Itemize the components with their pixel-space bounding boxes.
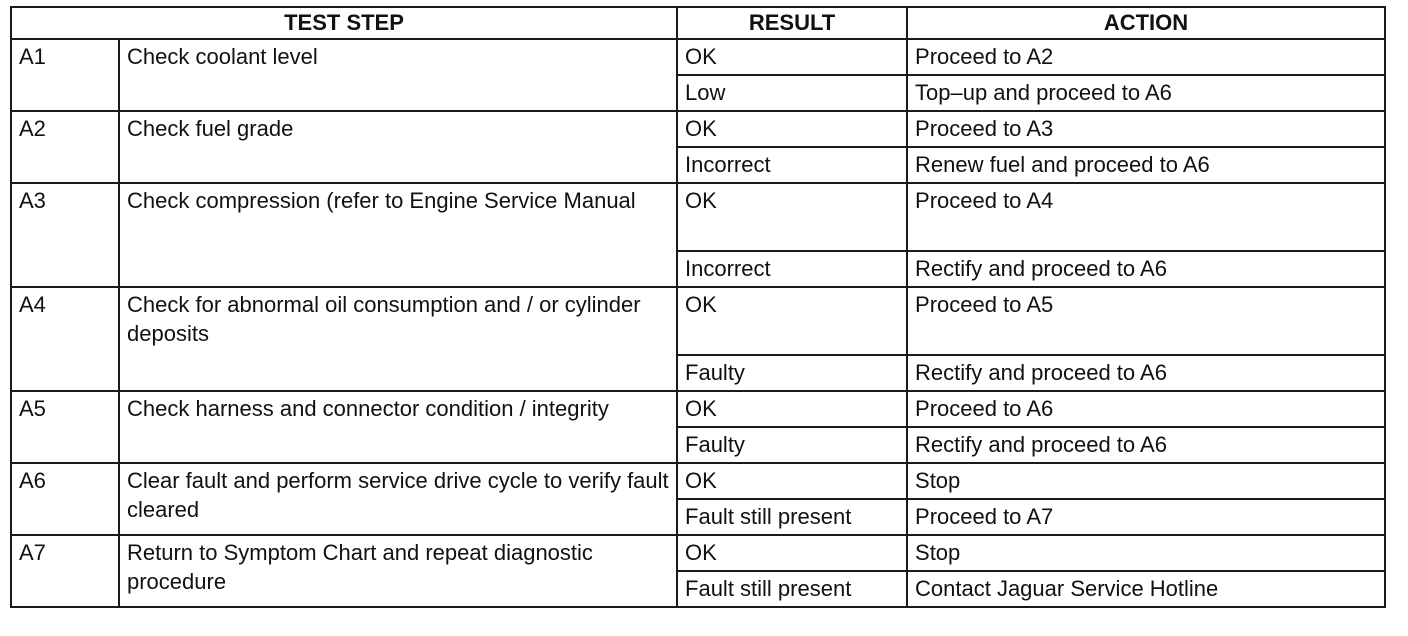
- table-row: [11, 463, 1385, 499]
- step-id: A5: [11, 391, 119, 463]
- step-id: A1: [11, 39, 119, 111]
- result-cell: OK: [677, 39, 907, 75]
- step-id: A6: [11, 463, 119, 535]
- result-cell: Incorrect: [677, 251, 907, 287]
- step-description: Check fuel grade: [119, 111, 677, 183]
- action-cell: Proceed to A3: [907, 111, 1385, 147]
- step-description: Check compression (refer to Engine Service Manual: [119, 183, 677, 287]
- header-test-step: TEST STEP: [11, 7, 677, 39]
- header-row: [11, 7, 1385, 39]
- step-description: Check harness and connector condition / integrity: [119, 391, 677, 463]
- table-row: [11, 111, 1385, 147]
- table-row: [11, 183, 1385, 251]
- diagnostic-table: [10, 6, 1386, 608]
- action-cell: Renew fuel and proceed to A6: [907, 147, 1385, 183]
- action-cell: Stop: [907, 535, 1385, 571]
- result-cell: OK: [677, 535, 907, 571]
- action-cell: Rectify and proceed to A6: [907, 427, 1385, 463]
- action-cell: Proceed to A2: [907, 39, 1385, 75]
- result-cell: Fault still present: [677, 571, 907, 607]
- action-cell: Rectify and proceed to A6: [907, 251, 1385, 287]
- table-row: [11, 287, 1385, 355]
- action-cell: Proceed to A5: [907, 287, 1385, 355]
- result-cell: Faulty: [677, 355, 907, 391]
- step-id: A4: [11, 287, 119, 391]
- action-cell: Top–up and proceed to A6: [907, 75, 1385, 111]
- step-id: A2: [11, 111, 119, 183]
- action-cell: Rectify and proceed to A6: [907, 355, 1385, 391]
- table-row: [11, 391, 1385, 427]
- action-cell: Proceed to A6: [907, 391, 1385, 427]
- header-action: ACTION: [907, 7, 1385, 39]
- step-id: A7: [11, 535, 119, 607]
- result-cell: Fault still present: [677, 499, 907, 535]
- table-row: [11, 39, 1385, 75]
- table-row: [11, 535, 1385, 571]
- step-description: Return to Symptom Chart and repeat diagnostic procedure: [119, 535, 677, 607]
- result-cell: Incorrect: [677, 147, 907, 183]
- result-cell: OK: [677, 111, 907, 147]
- action-cell: Contact Jaguar Service Hotline: [907, 571, 1385, 607]
- action-cell: Proceed to A7: [907, 499, 1385, 535]
- action-cell: Proceed to A4: [907, 183, 1385, 251]
- result-cell: OK: [677, 463, 907, 499]
- header-result: RESULT: [677, 7, 907, 39]
- result-cell: OK: [677, 391, 907, 427]
- step-description: Check for abnormal oil consumption and / or cylinder deposits: [119, 287, 677, 391]
- result-cell: OK: [677, 287, 907, 355]
- step-description: Check coolant level: [119, 39, 677, 111]
- result-cell: Low: [677, 75, 907, 111]
- step-id: A3: [11, 183, 119, 287]
- result-cell: OK: [677, 183, 907, 251]
- result-cell: Faulty: [677, 427, 907, 463]
- step-description: Clear fault and perform service drive cycle to verify fault cleared: [119, 463, 677, 535]
- action-cell: Stop: [907, 463, 1385, 499]
